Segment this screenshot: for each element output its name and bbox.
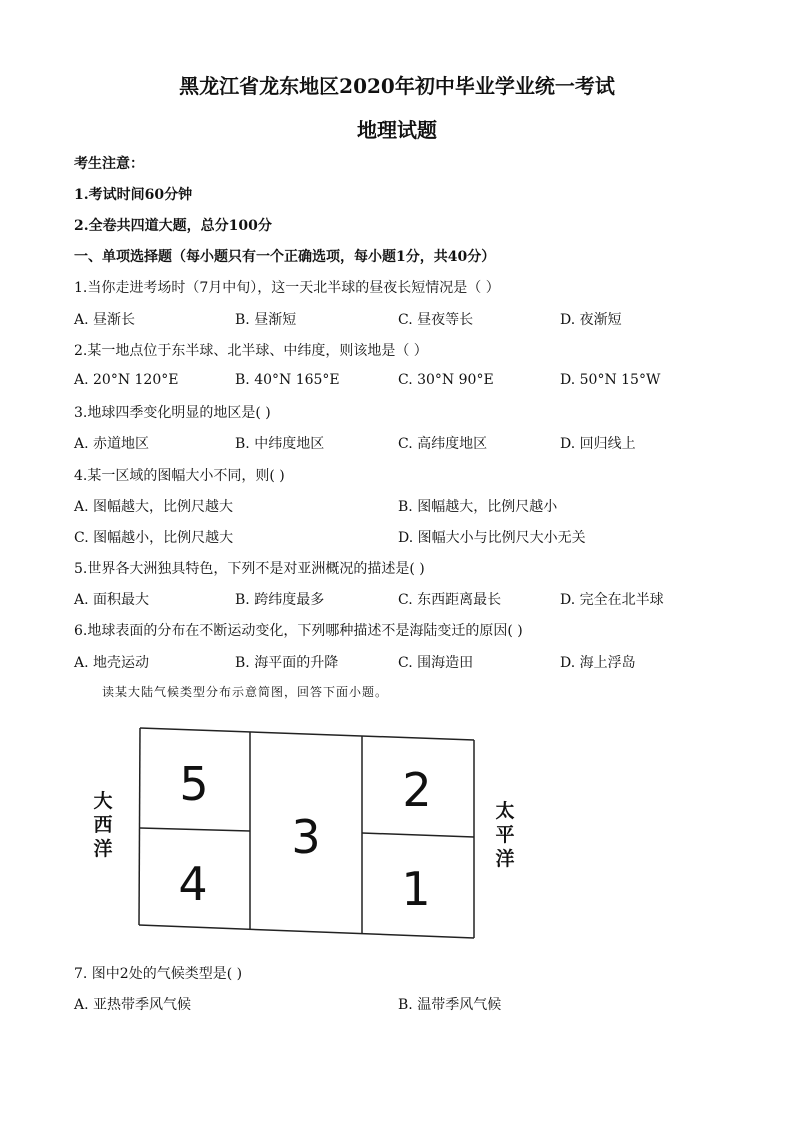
option-b: B. 昼渐短 (235, 312, 297, 328)
pacific-label: 太 (495, 800, 515, 822)
option-d: D. 完全在北半球 (560, 592, 664, 608)
question-stem: 4.某一区域的图幅大小不同，则( ) (74, 468, 285, 484)
option-c: C. 图幅越小，比例尺越大 (74, 530, 234, 546)
atlantic-label: 大 (93, 790, 113, 812)
map-border-bottom (139, 925, 474, 938)
notice-item: 1.考试时间60分钟 (74, 187, 193, 203)
option-d: D. 夜渐短 (560, 312, 622, 328)
option-c: C. 围海造田 (398, 655, 474, 671)
region-5-label: 5 (179, 757, 209, 811)
option-c: C. 东西距离最长 (398, 592, 502, 608)
option-b: B. 中纬度地区 (235, 436, 325, 452)
option-b: B. 图幅越大，比例尺越小 (398, 499, 558, 515)
option-d: D. 50°N 15°W (560, 372, 661, 388)
region-2-label: 2 (402, 763, 432, 817)
option-a: A. 图幅越大，比例尺越大 (74, 499, 234, 515)
question-stem: 5.世界各大洲独具特色，下列不是对亚洲概况的描述是( ) (74, 561, 425, 577)
pacific-label: 平 (495, 824, 515, 846)
notice-heading: 考生注意： (74, 156, 144, 172)
option-a: A. 地壳运动 (74, 655, 150, 671)
option-a: A. 面积最大 (74, 592, 150, 608)
option-a: A. 亚热带季风气候 (74, 997, 192, 1013)
option-a: A. 赤道地区 (74, 436, 150, 452)
option-b: B. 跨纬度最多 (235, 592, 325, 608)
atlantic-label: 西 (93, 814, 113, 836)
question-stem: 3.地球四季变化明显的地区是( ) (74, 405, 271, 421)
option-b: B. 温带季风气候 (398, 997, 502, 1013)
exam-title: 黑龙江省龙东地区2020年初中毕业学业统一考试 (179, 74, 615, 98)
option-c: C. 30°N 90°E (398, 372, 494, 388)
section-heading: 一、单项选择题（每小题只有一个正确选项，每小题1分，共40分） (74, 249, 496, 265)
option-c: C. 昼夜等长 (398, 312, 474, 328)
region-4-label: 4 (178, 857, 208, 911)
option-b: B. 40°N 165°E (235, 372, 340, 388)
exam-subtitle: 地理试题 (357, 118, 437, 142)
option-a: A. 昼渐长 (74, 312, 136, 328)
option-b: B. 海平面的升降 (235, 655, 339, 671)
region-1-label: 1 (401, 862, 431, 916)
pacific-label: 洋 (495, 848, 515, 870)
option-c: C. 高纬度地区 (398, 436, 488, 452)
question-stem: 6.地球表面的分布在不断运动变化，下列哪种描述不是海陆变迁的原因( ) (74, 623, 523, 639)
notice-item: 2.全卷共四道大题，总分100分 (74, 218, 272, 234)
map-divider (140, 828, 250, 831)
question-stem: 7. 图中2处的气候类型是( ) (74, 966, 243, 982)
question-stem: 2.某一地点位于东半球、北半球、中纬度，则该地是（ ） (74, 343, 428, 359)
figure-caption: 读某大陆气候类型分布示意简图，回答下面小题。 (102, 685, 389, 699)
question-stem: 1.当你走进考场时（7月中旬），这一天北半球的昼夜长短情况是（ ） (74, 280, 500, 296)
map-border-top (140, 728, 474, 740)
map-divider (362, 833, 474, 837)
option-d: D. 海上浮岛 (560, 655, 636, 671)
region-3-label: 3 (291, 810, 321, 864)
atlantic-label: 洋 (93, 838, 113, 860)
map-border-left (139, 728, 140, 925)
option-d: D. 图幅大小与比例尺大小无关 (398, 530, 586, 546)
option-d: D. 回归线上 (560, 436, 636, 452)
option-a: A. 20°N 120°E (74, 372, 179, 388)
